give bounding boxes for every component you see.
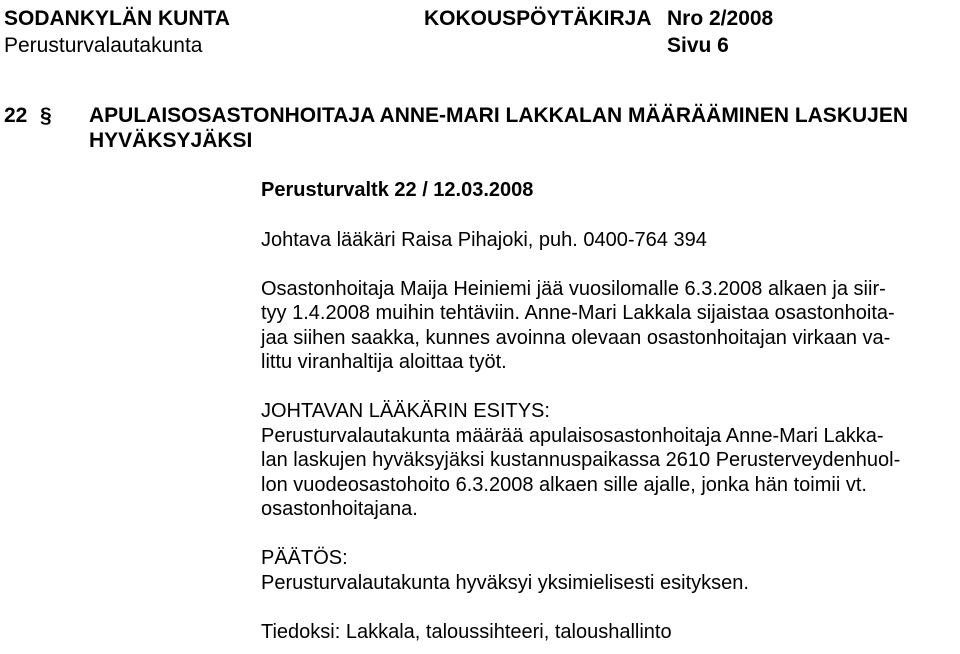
section-mark: § (40, 104, 52, 127)
distribution-line: Tiedoksi: Lakkala, taloussihteeri, taloushallinto (261, 620, 672, 643)
committee-name: Perusturvalautakunta (4, 34, 203, 57)
paragraph-line: Osastonhoitaja Maija Heiniemi jää vuosilomalle 6.3.2008 alkaen ja siir- (261, 277, 886, 300)
section-title (89, 103, 949, 153)
document-type: KOKOUSPÖYTÄKIRJA (424, 7, 652, 30)
organization-name: SODANKYLÄN KUNTA (4, 7, 230, 30)
proposal-section (261, 399, 951, 522)
decision-text: Perusturvalautakunta hyväksyi yksimielisesti esityksen. (261, 571, 749, 594)
paragraph-line: littu viranhaltija aloittaa työt. (261, 351, 507, 373)
section-title-line: HYVÄKSYJÄKSI (89, 129, 253, 152)
page-number: Sivu 6 (667, 34, 729, 57)
proposal-heading: JOHTAVAN LÄÄKÄRIN ESITYS: (261, 400, 550, 422)
meeting-reference: Perusturvaltk 22 / 12.03.2008 (261, 179, 534, 201)
decision-heading: PÄÄTÖS: (261, 547, 348, 569)
decision-section (261, 546, 951, 595)
proposal-line: Perusturvalautakunta määrää apulaisosastonhoitaja Anne-Mari Lakka- (261, 424, 884, 447)
paragraph-line: jaa siihen saakka, kunnes avoinna olevaan osastonhoitajan virkaan va- (261, 326, 891, 349)
document-body (261, 178, 951, 644)
section-title-line: APULAISOSASTONHOITAJA ANNE-MARI LAKKALAN MÄÄRÄÄMINEN LASKUJEN (89, 104, 908, 127)
contact-line: Johtava lääkäri Raisa Pihajoki, puh. 0400-764 394 (261, 228, 707, 251)
proposal-line: osastonhoitajana. (261, 498, 418, 520)
background-paragraph (261, 277, 951, 375)
proposal-line: lon vuodeosastohoito 6.3.2008 alkaen sille ajalle, jonka hän toimii vt. (261, 473, 867, 496)
document-number: Nro 2/2008 (667, 7, 774, 30)
paragraph-line: tyy 1.4.2008 muihin tehtäviin. Anne-Mari Lakkala sijaistaa osastonhoita- (261, 302, 895, 324)
proposal-line: lan laskujen hyväksyjäksi kustannuspaikassa 2610 Perusterveydenhuol- (261, 449, 901, 471)
section-number: 22 (4, 104, 28, 127)
